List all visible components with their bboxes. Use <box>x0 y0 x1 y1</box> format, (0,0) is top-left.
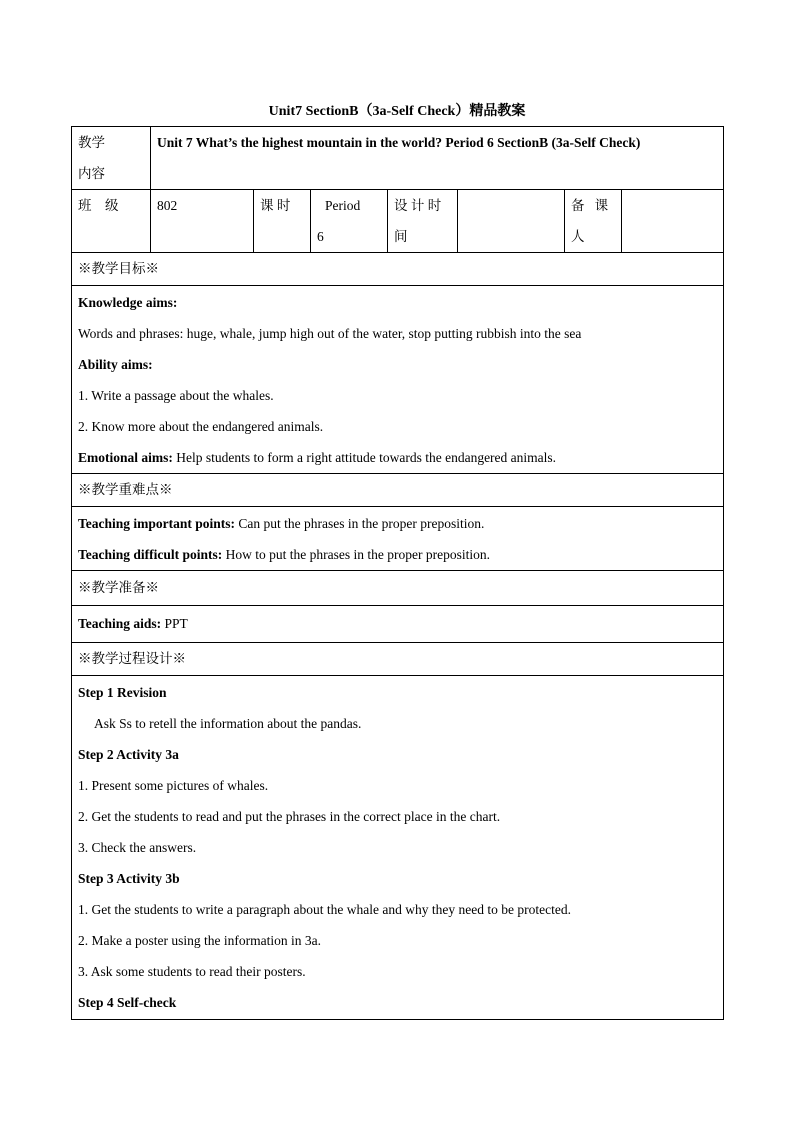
step3-item-3: 3. Ask some students to read their posters. <box>78 964 306 979</box>
class-label: 班 级 <box>72 190 151 253</box>
step3-item-1: 1. Get the students to write a paragraph about the whale and why they need to be protected. <box>78 902 571 917</box>
process-cell <box>72 676 724 1020</box>
step2-item-3: 3. Check the answers. <box>78 840 197 855</box>
process-row <box>72 676 724 1020</box>
ability-aims-label: Ability aims: <box>78 357 153 372</box>
goals-cell <box>72 286 724 474</box>
ability-aim-1: 1. Write a passage about the whales. <box>78 388 274 403</box>
emotional-aims-label: Emotional aims: <box>78 450 173 465</box>
key-points-cell <box>72 507 724 571</box>
content-label-line2: 内容 <box>78 166 105 181</box>
difficult-points-line <box>78 539 717 570</box>
step1-title: Step 1 Revision <box>78 685 167 700</box>
design-time-label-line1: 设 计 时 <box>394 198 442 213</box>
step3-title: Step 3 Activity 3b <box>78 871 180 886</box>
preparation-heading-row <box>72 571 724 606</box>
step1-text: Ask Ss to retell the information about the pandas. <box>94 716 362 731</box>
step2-title: Step 2 Activity 3a <box>78 747 179 762</box>
goals-heading: ※教学目标※ <box>72 253 724 286</box>
preparation-heading: ※教学准备※ <box>72 571 724 606</box>
preparer-value <box>622 190 724 253</box>
important-points-line <box>78 508 717 539</box>
teaching-aids-label: Teaching aids: <box>78 616 162 631</box>
emotional-aims-line <box>78 442 717 473</box>
lesson-plan-table <box>71 126 724 1020</box>
goals-row <box>72 286 724 474</box>
design-time-label-cell <box>388 190 458 253</box>
process-heading-row <box>72 643 724 676</box>
difficult-points-text: How to put the phrases in the proper preposition. <box>222 547 490 562</box>
emotional-aims-text: Help students to form a right attitude towards the endangered animals. <box>172 450 557 465</box>
period-label: 课 时 <box>254 190 311 253</box>
key-points-heading-row <box>72 474 724 507</box>
knowledge-aims-text: Words and phrases: huge, whale, jump high out of the water, stop putting rubbish into the sea <box>78 326 582 341</box>
preparer-label-line2: 人 <box>571 229 585 244</box>
key-points-row <box>72 507 724 571</box>
process-heading: ※教学过程设计※ <box>72 643 724 676</box>
teaching-aids-cell <box>72 606 724 643</box>
ability-aim-2: 2. Know more about the endangered animals. <box>78 419 324 434</box>
design-time-label-line2: 间 <box>394 229 408 244</box>
content-label-line1: 教学 <box>78 135 105 150</box>
step3-item-2: 2. Make a poster using the information in 3a. <box>78 933 321 948</box>
document-title: Unit7 SectionB（3a-Self Check）精品教案 <box>268 104 526 119</box>
content-value: Unit 7 What’s the highest mountain in the world? Period 6 SectionB (3a-Self Check) <box>151 127 724 190</box>
teaching-aids-text: PPT <box>161 616 188 631</box>
step4-title: Step 4 Self-check <box>78 995 177 1010</box>
knowledge-aims-label: Knowledge aims: <box>78 295 178 310</box>
design-time-value <box>458 190 565 253</box>
content-label-cell <box>72 127 151 190</box>
step2-item-2: 2. Get the students to read and put the phrases in the correct place in the chart. <box>78 809 501 824</box>
content-row <box>72 127 724 190</box>
difficult-points-label: Teaching difficult points: <box>78 547 223 562</box>
step2-item-1: 1. Present some pictures of whales. <box>78 778 269 793</box>
teaching-aids-row <box>72 606 724 643</box>
period-value-line2: 6 <box>317 229 324 244</box>
info-row <box>72 190 724 253</box>
goals-heading-row <box>72 253 724 286</box>
preparer-label-cell <box>565 190 622 253</box>
period-value-line1: Period <box>325 198 361 213</box>
period-value-cell <box>311 190 388 253</box>
important-points-label: Teaching important points: <box>78 516 236 531</box>
important-points-text: Can put the phrases in the proper preposition. <box>235 516 485 531</box>
class-value: 802 <box>151 190 254 253</box>
preparer-label-line1: 备 课 <box>571 198 609 213</box>
key-points-heading: ※教学重难点※ <box>72 474 724 507</box>
